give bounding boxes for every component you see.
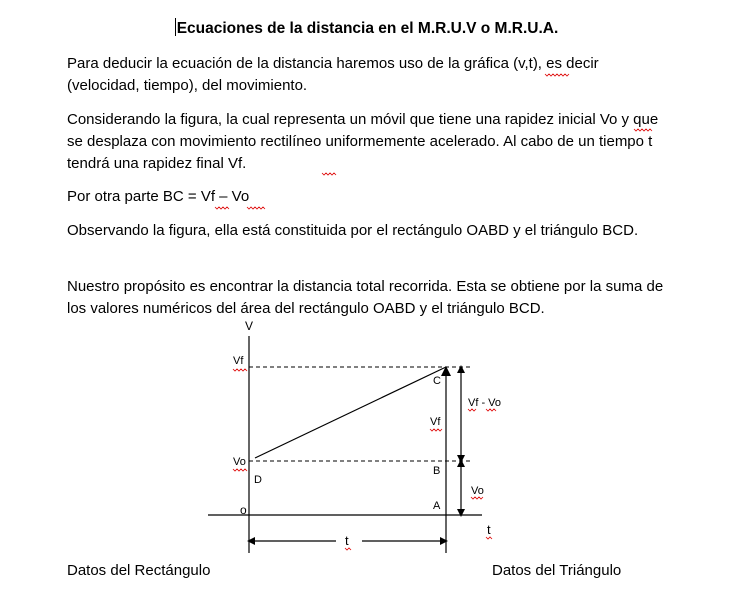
vo-right-label: Vo — [471, 485, 484, 497]
spellcheck-marks — [215, 74, 652, 550]
paragraph-figure-description: Considerando la figura, la cual representa un móvil que tiene una rapidez inicial Vo y que se desplaza con movimiento rectilíneo uniformemente acelerado. Al cabo de un tiempo t tendrá una rapidez final Vf. — [67, 111, 659, 172]
axis-v-label: V — [245, 319, 254, 333]
paragraph-figure-composition: Observando la figura, ella está constituida por el rectángulo OABD y el triángulo BCD. — [67, 222, 639, 239]
point-a-label: A — [433, 500, 441, 512]
point-d-label: D — [254, 474, 262, 486]
footer-triangle-data: Datos del Triángulo — [492, 562, 622, 579]
paragraph-purpose: Nuestro propósito es encontrar la distancia total recorrida. Esta se obtiene por la suma de los valores numéricos del área del rectángulo OABD y el triángulo BCD. — [67, 278, 664, 317]
point-b-label: B — [433, 465, 441, 477]
vf-axis-label: Vf — [233, 355, 244, 367]
axis-t-label: t — [487, 522, 491, 537]
paragraph-bc-equation: Por otra parte BC = Vf – Vo — [67, 188, 250, 205]
vf-minus-vo-label: Vf - Vo — [468, 397, 502, 409]
point-c-label: C — [433, 375, 441, 387]
vf-mid-label: Vf — [430, 416, 441, 428]
vo-axis-label: Vo — [233, 456, 246, 468]
paragraph-intro: Para deducir la ecuación de la distancia haremos uso de la gráfica (v,t), es decir (velocidad, tiempo), del movimiento. — [67, 55, 599, 94]
title-text: Ecuaciones de la distancia en el M.R.U.V o M.R.U.A. — [176, 20, 559, 37]
footer-rectangle-data: Datos del Rectángulo — [67, 562, 211, 579]
velocity-line — [255, 367, 446, 458]
origin-label: o — [240, 503, 247, 517]
t-interval-label: t — [345, 533, 349, 548]
